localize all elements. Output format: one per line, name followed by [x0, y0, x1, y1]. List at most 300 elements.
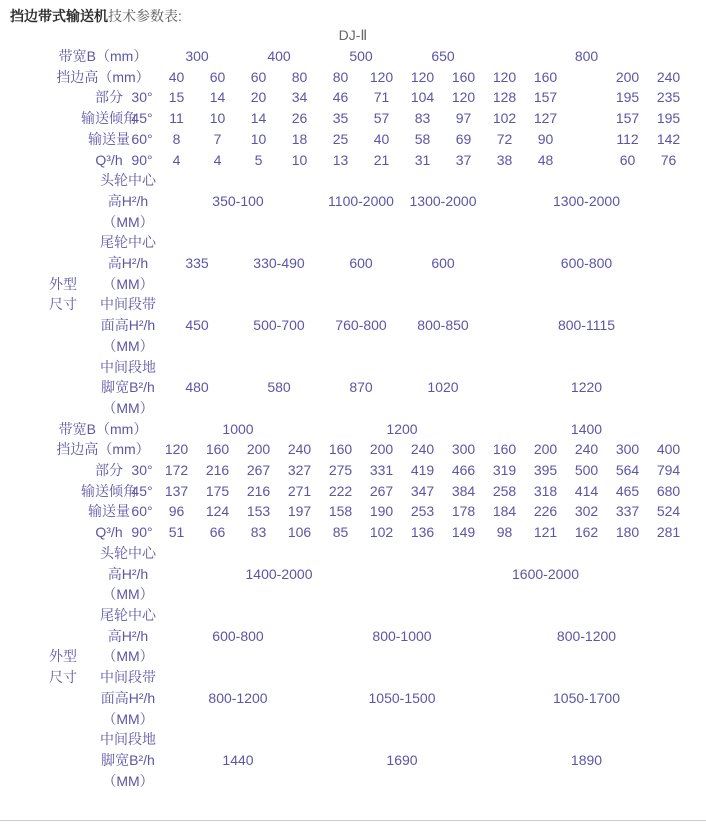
value-cell: [320, 46, 402, 67]
sub-label-text: （MM）: [102, 337, 154, 354]
value-cell: [156, 688, 320, 709]
sub-label: [100, 771, 156, 792]
value-cell: [320, 315, 402, 336]
value-cell-text: 4: [213, 151, 222, 168]
value-cell: [361, 522, 402, 543]
section-2-row-vals: [26, 439, 689, 460]
model-label: DJ-Ⅱ: [338, 27, 368, 43]
sub-label-text: 面高H²/h: [100, 317, 156, 334]
value-cell-text: 60: [209, 68, 226, 85]
value-cell: [361, 501, 402, 522]
row-label: [26, 419, 156, 440]
value-cell-text: 98: [496, 524, 513, 541]
sub-label-text: 中间段地: [100, 358, 156, 375]
value-cell: [156, 439, 197, 460]
value-cell: [197, 150, 238, 171]
value-cell: [402, 564, 689, 585]
value-cell: [525, 501, 566, 522]
value-cell-text: 137: [164, 482, 189, 499]
value-cell: [402, 150, 443, 171]
value-cell-text: 240: [410, 441, 435, 458]
value-cell-text: 1300-2000: [409, 192, 477, 209]
value-cell: [484, 377, 689, 398]
section-2-row-sub: [26, 771, 689, 792]
value-cell: [648, 481, 689, 502]
value-cell-text: 80: [291, 68, 308, 85]
value-cell-text: 120: [492, 68, 517, 85]
row-label-text: 挡边高（mm）: [56, 441, 150, 458]
value-cell: [197, 87, 238, 108]
spacer-cell: [156, 771, 689, 792]
value-cell-text: 121: [533, 524, 558, 541]
value-cell: [484, 87, 525, 108]
value-cell-text: 37: [455, 151, 472, 168]
value-cell: [320, 626, 484, 647]
value-cell-text: 600-800: [212, 627, 264, 644]
spacer-cell: [156, 543, 689, 564]
section-2-row-sub: [26, 543, 689, 564]
value-cell: [156, 67, 197, 88]
group-label: [26, 150, 123, 171]
value-cell: [484, 253, 689, 274]
title-suffix: 技术参数表:: [108, 8, 182, 24]
value-cell-text: 337: [615, 503, 640, 520]
value-cell-text: 112: [616, 130, 639, 147]
value-cell-text: 80: [332, 68, 349, 85]
value-cell: [484, 67, 525, 88]
value-cell-text: 302: [574, 503, 599, 520]
value-cell-text: 83: [250, 524, 267, 541]
group-label: [26, 87, 123, 108]
value-cell: [320, 522, 361, 543]
value-cell: [402, 315, 484, 336]
value-cell-text: 414: [574, 482, 599, 499]
value-cell-text: 1200: [386, 420, 418, 437]
value-cell: [525, 67, 566, 88]
value-cell: [484, 439, 525, 460]
value-cell: [402, 191, 484, 212]
value-cell-text: 600: [349, 255, 373, 272]
section-1-row-sub: [26, 398, 689, 419]
angle-label-text: 60°: [131, 503, 153, 520]
value-cell-text: 10: [291, 151, 308, 168]
value-cell-text: 160: [492, 441, 517, 458]
value-cell-text: 500: [574, 462, 599, 479]
empty-cell: [566, 87, 607, 108]
value-cell: [525, 87, 566, 108]
sub-label: [100, 253, 156, 274]
value-cell: [156, 108, 197, 129]
value-cell: [648, 522, 689, 543]
value-cell: [156, 87, 197, 108]
value-cell-text: 1050-1500: [368, 689, 436, 706]
value-cell-text: 450: [185, 317, 209, 334]
sub-label-text: （MM）: [102, 772, 154, 789]
value-cell: [443, 108, 484, 129]
sub-label-text: 中间段带: [100, 669, 156, 686]
value-cell: [402, 129, 443, 150]
group-label-text: 输送量: [88, 503, 130, 520]
value-cell: [361, 108, 402, 129]
value-cell: [484, 501, 525, 522]
value-cell-text: 258: [492, 482, 517, 499]
value-cell-text: 69: [455, 130, 472, 147]
sub-label-text: 脚宽B²/h: [101, 379, 155, 396]
sub-label: [100, 729, 156, 750]
value-cell: [648, 460, 689, 481]
value-cell-text: 800-1200: [208, 689, 268, 706]
spacer-cell: [156, 232, 689, 253]
sub-label-text: 高H²/h: [107, 192, 149, 209]
value-cell-text: 66: [209, 524, 226, 541]
group-label: [26, 688, 100, 709]
value-cell: [402, 377, 484, 398]
value-cell: [197, 522, 238, 543]
value-cell: [484, 129, 525, 150]
value-cell: [279, 108, 320, 129]
sub-label-text: （MM）: [102, 213, 154, 230]
value-cell: [279, 481, 320, 502]
sub-label: [100, 398, 156, 419]
value-cell-text: 253: [410, 503, 435, 520]
spacer-cell: [156, 170, 689, 191]
value-cell-text: 319: [492, 462, 517, 479]
value-cell: [402, 460, 443, 481]
value-cell: [156, 460, 197, 481]
value-cell-text: 267: [246, 462, 271, 479]
group-label: [26, 626, 100, 647]
value-cell-text: 72: [496, 130, 513, 147]
value-cell: [156, 564, 402, 585]
section-1-row-band: [26, 46, 689, 67]
sub-label-text: （MM）: [102, 710, 154, 727]
value-cell-text: 120: [369, 68, 394, 85]
sub-label-text: （MM）: [102, 275, 154, 292]
group-label: [26, 543, 100, 564]
sub-label: [100, 294, 156, 315]
value-cell: [197, 129, 238, 150]
value-cell-text: 1400-2000: [245, 565, 313, 582]
value-cell: [443, 129, 484, 150]
spacer-cell: [156, 398, 689, 419]
section-1-row-sub: [26, 253, 689, 274]
value-cell-text: 13: [332, 151, 349, 168]
angle-label-text: 60°: [131, 130, 153, 147]
value-cell: [484, 46, 689, 67]
value-cell-text: 760-800: [335, 317, 387, 334]
value-cell: [320, 460, 361, 481]
value-cell: [279, 150, 320, 171]
value-cell-text: 83: [414, 110, 431, 127]
value-cell: [320, 750, 484, 771]
value-cell: [443, 522, 484, 543]
group-label: [26, 460, 123, 481]
value-cell-text: 200: [533, 441, 558, 458]
sub-label-text: 头轮中心: [100, 544, 156, 561]
spacer-cell: [156, 709, 689, 730]
value-cell-text: 680: [656, 482, 681, 499]
value-cell: [279, 67, 320, 88]
value-cell: [607, 67, 648, 88]
value-cell-text: 600-800: [560, 255, 613, 272]
value-cell: [156, 191, 320, 212]
value-cell-text: 190: [369, 503, 394, 520]
group-label-text: Q³/h: [95, 524, 123, 541]
group-label: [26, 232, 100, 253]
value-cell-text: 76: [660, 151, 677, 168]
group-label: [26, 709, 100, 730]
value-cell: [484, 150, 525, 171]
value-cell-text: 226: [533, 503, 558, 520]
value-cell-text: 1050-1700: [553, 689, 620, 706]
value-cell: [238, 46, 320, 67]
value-cell-text: 10: [209, 110, 226, 127]
section-1-row-sub: [26, 191, 689, 212]
section-2-row-sub: [26, 646, 689, 667]
value-cell-text: 14: [209, 89, 226, 106]
value-cell-text: 275: [328, 462, 353, 479]
value-cell-text: 102: [492, 110, 517, 127]
value-cell: [566, 522, 607, 543]
value-cell-text: 318: [533, 482, 558, 499]
value-cell-text: 300: [451, 441, 476, 458]
group-label: [26, 294, 100, 315]
section-1-row-angle: [26, 108, 689, 129]
value-cell: [320, 501, 361, 522]
sub-label-text: 中间段带: [100, 296, 156, 313]
value-cell: [361, 67, 402, 88]
value-cell: [443, 150, 484, 171]
sub-label: [100, 377, 156, 398]
value-cell: [361, 439, 402, 460]
value-cell-text: 216: [205, 462, 230, 479]
sub-label: [100, 584, 156, 605]
value-cell: [402, 481, 443, 502]
row-label-text: 带宽B（mm）: [58, 420, 148, 437]
angle-label-text: 30°: [131, 89, 153, 106]
group-label-text: 外型: [49, 648, 77, 665]
group-label: [26, 108, 137, 129]
value-cell: [648, 129, 689, 150]
value-cell-text: 331: [369, 462, 394, 479]
value-cell: [320, 439, 361, 460]
row-label: [26, 439, 156, 460]
section-2-row-sub: [26, 626, 689, 647]
value-cell: [484, 522, 525, 543]
value-cell: [361, 460, 402, 481]
value-cell-text: 34: [291, 89, 308, 106]
sub-label: [100, 646, 156, 667]
value-cell-text: 240: [574, 441, 599, 458]
value-cell-text: 870: [349, 379, 373, 396]
value-cell-text: 15: [168, 89, 185, 106]
value-cell-text: 14: [250, 110, 267, 127]
value-cell: [238, 67, 279, 88]
value-cell: [525, 129, 566, 150]
value-cell: [320, 108, 361, 129]
group-label-text: 输送倾角: [81, 110, 137, 127]
value-cell-text: 222: [328, 482, 353, 499]
section-1-row-sub: [26, 232, 689, 253]
sub-label-text: （MM）: [102, 648, 154, 665]
sub-label: [100, 564, 156, 585]
value-cell: [525, 460, 566, 481]
value-cell: [197, 460, 238, 481]
spacer-cell: [156, 294, 689, 315]
group-label: [26, 129, 130, 150]
value-cell: [443, 439, 484, 460]
value-cell: [238, 253, 320, 274]
section-1-row-angle: [26, 150, 689, 171]
value-cell: [238, 481, 279, 502]
value-cell: [320, 67, 361, 88]
value-cell: [525, 439, 566, 460]
value-cell-text: 38: [496, 151, 513, 168]
sub-label: [100, 750, 156, 771]
value-cell-text: 564: [615, 462, 640, 479]
value-cell-text: 35: [332, 110, 349, 127]
value-cell: [648, 439, 689, 460]
sub-label-text: 面高H²/h: [100, 689, 156, 706]
value-cell: [566, 460, 607, 481]
row-label-text: 带宽B（mm）: [58, 48, 148, 64]
value-cell-text: 57: [373, 110, 390, 127]
value-cell: [525, 108, 566, 129]
value-cell: [238, 315, 320, 336]
value-cell-text: 136: [410, 524, 435, 541]
section-2-row-band: [26, 419, 689, 440]
value-cell-text: 794: [656, 462, 681, 479]
value-cell: [648, 501, 689, 522]
value-cell: [156, 315, 238, 336]
sub-label: [100, 336, 156, 357]
group-label: [26, 605, 100, 626]
value-cell-text: 158: [328, 503, 353, 520]
value-cell: [279, 460, 320, 481]
sub-label: [100, 170, 156, 191]
value-cell-text: 800: [574, 48, 599, 64]
value-cell: [402, 253, 484, 274]
section-1-row-sub: [26, 212, 689, 233]
group-label-text: 部分: [95, 462, 123, 479]
section-2-row-sub: [26, 729, 689, 750]
value-cell: [320, 87, 361, 108]
spacer-cell: [156, 605, 689, 626]
group-label: [26, 191, 100, 212]
value-cell-text: 327: [287, 462, 312, 479]
value-cell: [156, 522, 197, 543]
value-cell-text: 8: [172, 130, 181, 147]
group-label: [26, 212, 100, 233]
row-label: [26, 67, 156, 88]
value-cell: [238, 377, 320, 398]
value-cell-text: 800-1000: [372, 627, 432, 644]
section-2-row-angle: [26, 501, 689, 522]
value-cell-text: 1400: [570, 420, 603, 437]
value-cell-text: 184: [492, 503, 517, 520]
value-cell: [443, 481, 484, 502]
value-cell: [525, 481, 566, 502]
value-cell-text: 157: [615, 110, 640, 127]
value-cell-text: 18: [291, 130, 308, 147]
spacer-cell: [156, 212, 689, 233]
value-cell-text: 172: [164, 462, 189, 479]
value-cell-text: 1440: [222, 751, 254, 768]
value-cell: [197, 67, 238, 88]
section-1-row-sub: [26, 336, 689, 357]
value-cell-text: 330-490: [253, 255, 305, 272]
group-label: [26, 771, 100, 792]
value-cell: [484, 688, 689, 709]
value-cell-text: 200: [369, 441, 394, 458]
value-cell-text: 46: [332, 89, 349, 106]
value-cell-text: 200: [615, 68, 640, 85]
section-1-row-sub: [26, 377, 689, 398]
value-cell: [320, 150, 361, 171]
value-cell: [238, 87, 279, 108]
value-cell-text: 180: [615, 524, 640, 541]
section-2-row-angle: [26, 522, 689, 543]
value-cell-text: 465: [615, 482, 640, 499]
value-cell-text: 90: [537, 130, 554, 147]
empty-cell: [566, 108, 607, 129]
sub-label: [100, 232, 156, 253]
value-cell: [402, 67, 443, 88]
group-label: [26, 336, 100, 357]
value-cell-text: 800-1200: [556, 627, 617, 644]
value-cell-text: 160: [205, 441, 230, 458]
value-cell: [484, 419, 689, 440]
product-name: 挡边带式输送机: [10, 8, 108, 24]
value-cell-text: 1300-2000: [553, 192, 620, 209]
value-cell: [156, 481, 197, 502]
group-label: [26, 501, 130, 522]
value-cell: [607, 150, 648, 171]
value-cell-text: 281: [656, 524, 681, 541]
group-label-text: 输送量: [88, 130, 130, 147]
value-cell-text: 31: [414, 151, 431, 168]
value-cell: [402, 522, 443, 543]
section-2-row-sub: [26, 709, 689, 730]
value-cell-text: 271: [287, 482, 312, 499]
section-1-row-sub: [26, 315, 689, 336]
value-cell: [402, 46, 484, 67]
value-cell: [197, 481, 238, 502]
sub-label-text: 头轮中心: [100, 172, 156, 189]
value-cell-text: 235: [656, 89, 681, 106]
value-cell-text: 106: [287, 524, 312, 541]
value-cell: [484, 191, 689, 212]
value-cell-text: 195: [656, 110, 681, 127]
value-cell-text: 300: [185, 48, 209, 64]
value-cell-text: 800-850: [417, 317, 469, 334]
value-cell-text: 21: [373, 151, 390, 168]
value-cell: [648, 87, 689, 108]
value-cell: [402, 439, 443, 460]
value-cell: [320, 481, 361, 502]
angle-label-text: 45°: [131, 110, 153, 127]
spacer-cell: [156, 274, 689, 295]
value-cell: [320, 253, 402, 274]
value-cell: [607, 108, 648, 129]
section-2-row-sub: [26, 584, 689, 605]
value-cell-text: 11: [169, 110, 184, 127]
value-cell: [484, 108, 525, 129]
section-2-row-sub: [26, 688, 689, 709]
section-2-row-angle: [26, 460, 689, 481]
value-cell: [361, 129, 402, 150]
value-cell-text: 400: [656, 441, 681, 458]
